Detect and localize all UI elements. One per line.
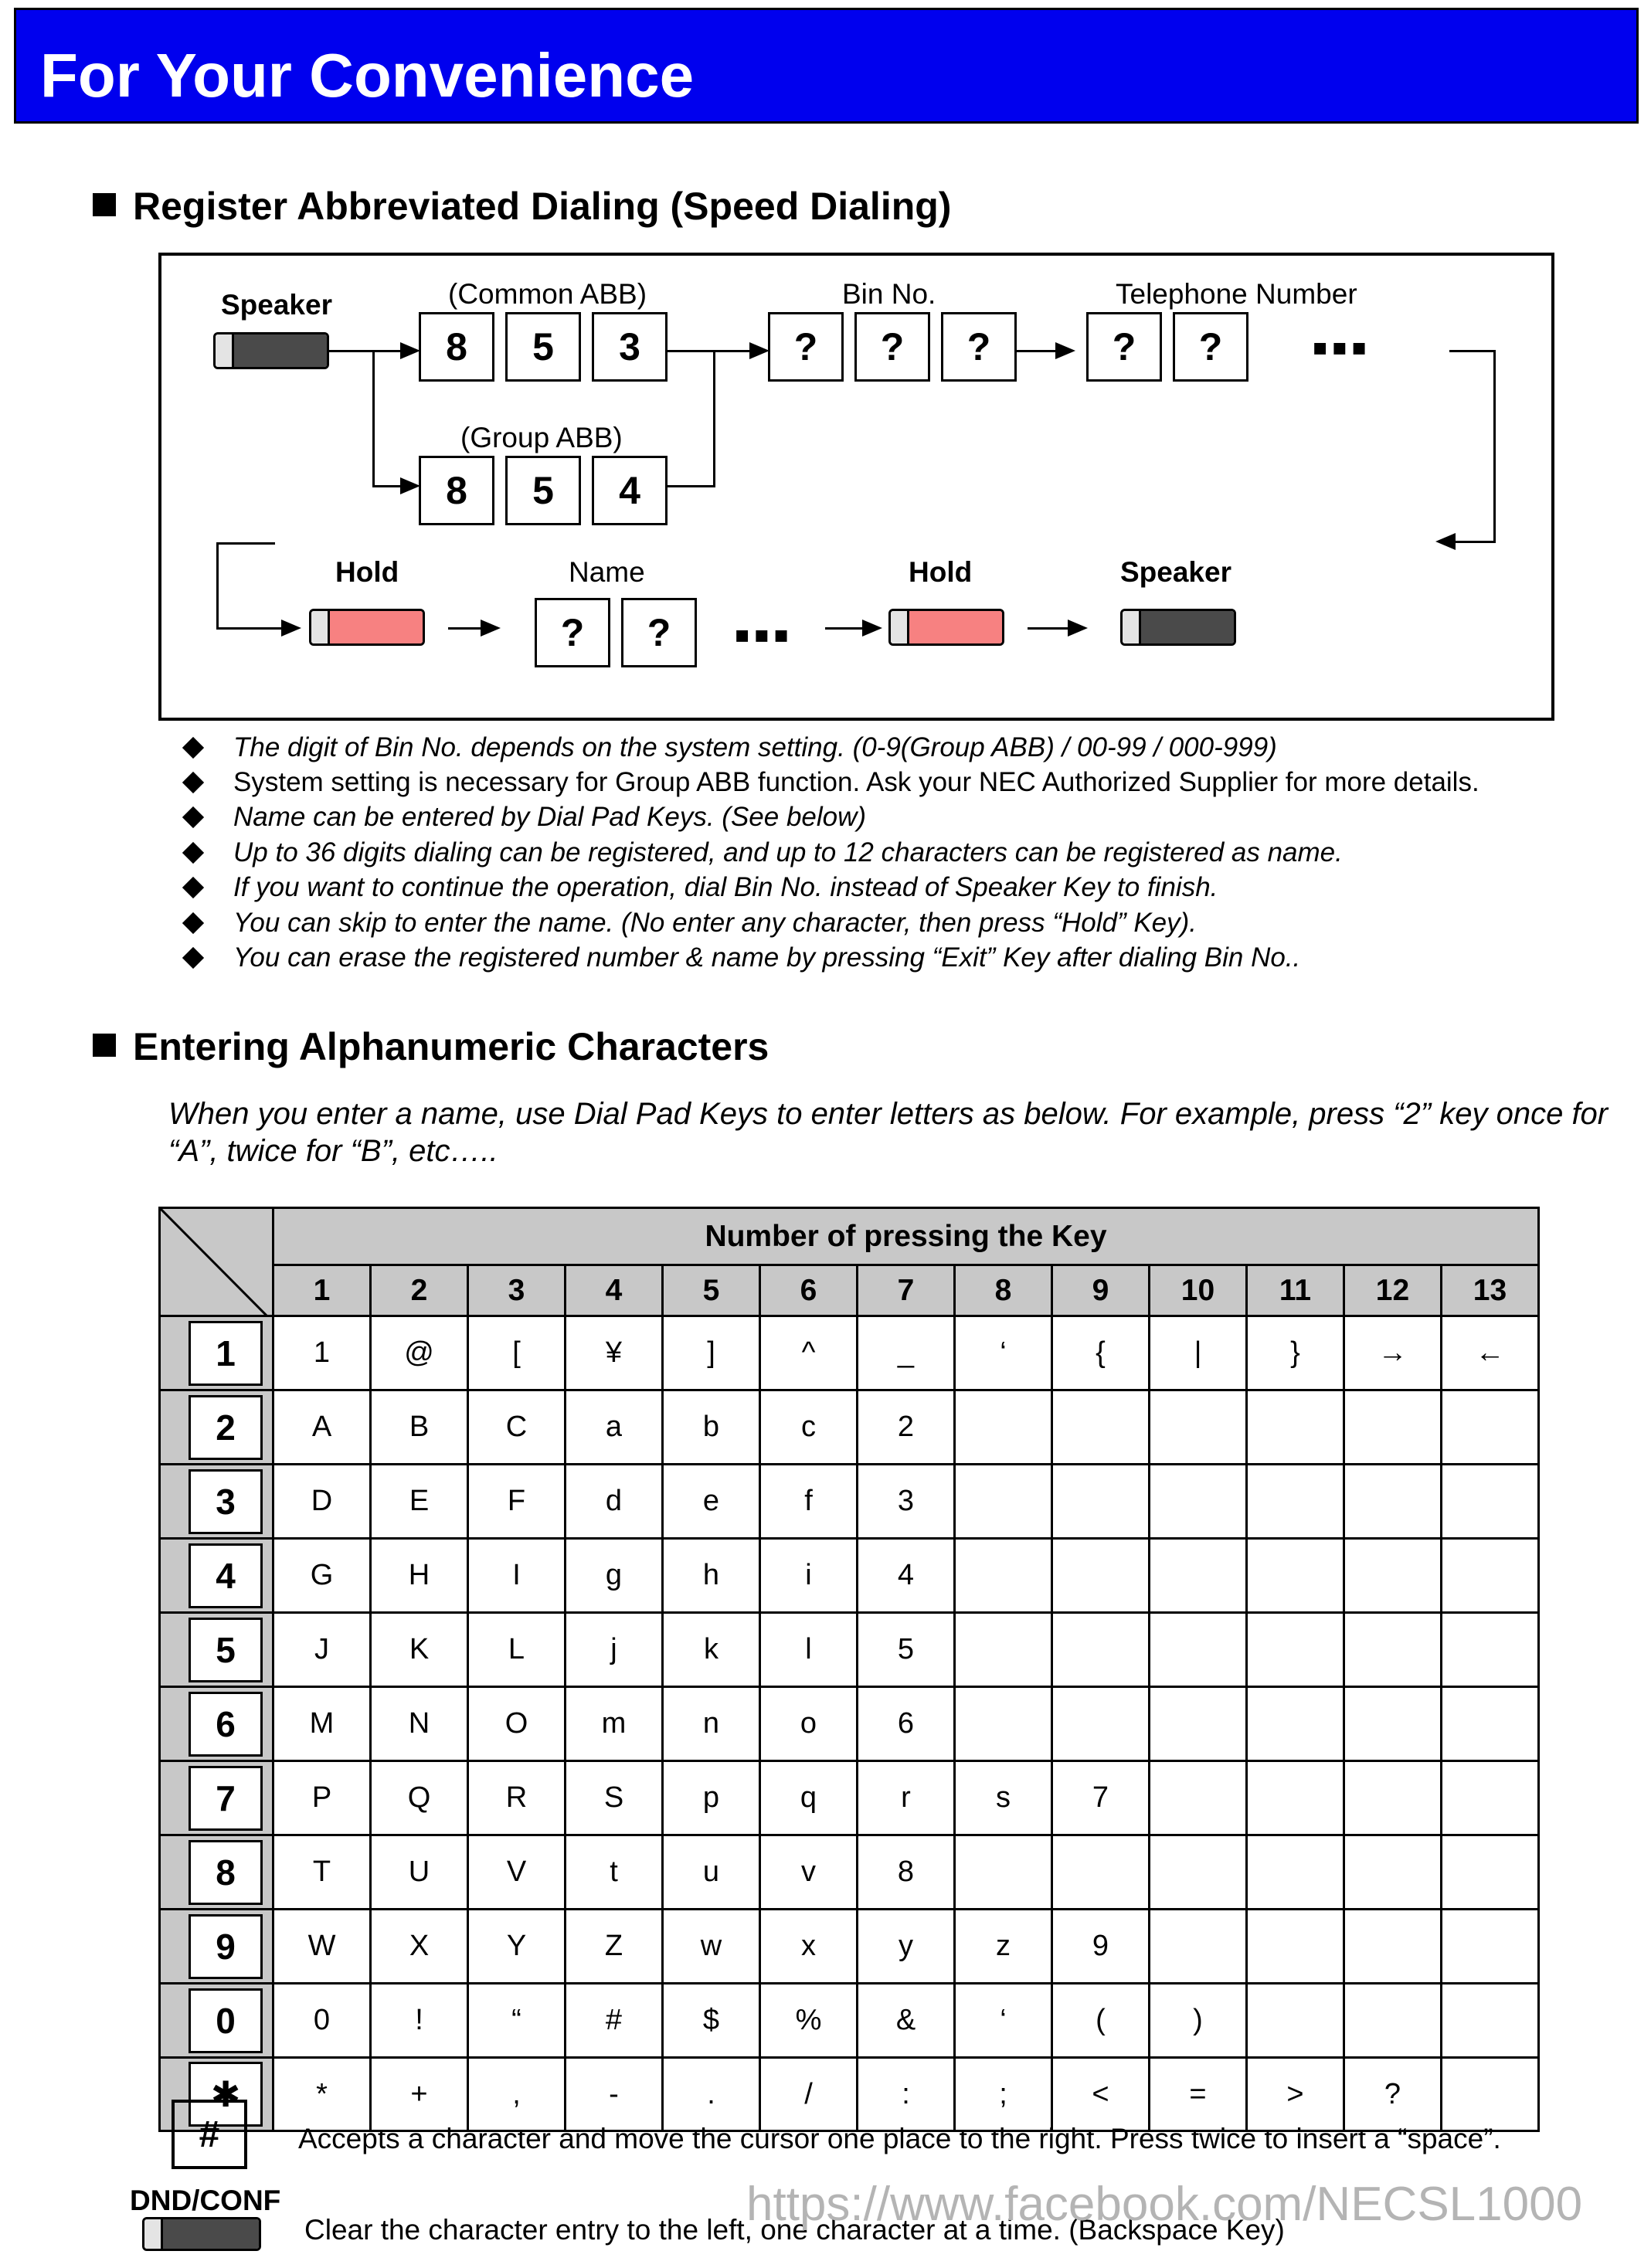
table-cell xyxy=(1052,1687,1150,1761)
table-row xyxy=(160,1984,1539,2058)
table-cell xyxy=(1344,1910,1442,1984)
table-row xyxy=(160,1761,1539,1835)
name-label: Name xyxy=(569,556,645,588)
row-key-cell xyxy=(160,1687,273,1761)
table-cell: ← xyxy=(1442,1316,1539,1390)
table-cell: T xyxy=(273,1835,371,1910)
ellipsis-icon: ▪▪▪ xyxy=(734,609,793,660)
group-abb-digit: 4 xyxy=(592,456,668,525)
intro-text: When you enter a name, use Dial Pad Keys to enter letters as below. For example, press “2” key once for “A”, twice for “B”, etc….. xyxy=(168,1097,1609,1168)
diamond-bullet-icon xyxy=(182,947,204,969)
arrow-right-icon xyxy=(481,620,501,637)
table-corner xyxy=(160,1208,273,1316)
table-cell xyxy=(1247,1761,1344,1835)
diamond-bullet-icon xyxy=(182,772,204,793)
table-cell: 9 xyxy=(1052,1910,1150,1984)
note-item: You can skip to enter the name. (No enter any character, then press “Hold” Key). xyxy=(185,908,1197,939)
hash-key-icon: # xyxy=(172,2100,247,2169)
row-key-cell xyxy=(160,1539,273,1613)
table-cell: # xyxy=(566,1984,663,2058)
bin-no-label: Bin No. xyxy=(842,278,936,310)
column-header: 1 xyxy=(273,1265,371,1316)
diamond-bullet-icon xyxy=(182,737,204,759)
table-cell: L xyxy=(468,1613,566,1687)
table-cell: “ xyxy=(468,1984,566,2058)
note-item: If you want to continue the operation, dial Bin No. instead of Speaker Key to finish. xyxy=(185,872,1218,903)
table-cell xyxy=(955,1613,1052,1687)
table-cell xyxy=(1442,1910,1539,1984)
table-cell: u xyxy=(663,1835,760,1910)
table-cell: 7 xyxy=(1052,1761,1150,1835)
table-cell: 5 xyxy=(858,1613,955,1687)
table-cell: X xyxy=(371,1910,468,1984)
note-item: System setting is necessary for Group ABB function. Ask your NEC Authorized Supplier for more details. xyxy=(185,767,1479,798)
square-bullet-icon xyxy=(93,193,116,216)
table-cell xyxy=(1442,2058,1539,2131)
column-header: 11 xyxy=(1247,1265,1344,1316)
table-cell: ‘ xyxy=(955,1316,1052,1390)
table-cell: = xyxy=(1150,2058,1247,2131)
table-cell: ¥ xyxy=(566,1316,663,1390)
table-cell xyxy=(1344,1539,1442,1613)
table-cell: w xyxy=(663,1910,760,1984)
table-cell xyxy=(955,1835,1052,1910)
watermark: https://www.facebook.com/NECSL1000 xyxy=(746,2178,1583,2231)
table-cell: l xyxy=(760,1613,858,1687)
table-cell: c xyxy=(760,1390,858,1465)
table-cell xyxy=(1150,1539,1247,1613)
dnd-conf-label: DND/CONF xyxy=(130,2185,281,2216)
table-cell xyxy=(1442,1613,1539,1687)
dial-key-icon: 7 xyxy=(189,1766,263,1831)
connector-line xyxy=(668,485,715,487)
table-cell: P xyxy=(273,1761,371,1835)
table-cell: $ xyxy=(663,1984,760,2058)
table-cell: % xyxy=(760,1984,858,2058)
table-cell: 2 xyxy=(858,1390,955,1465)
table-row xyxy=(160,1835,1539,1910)
table-cell: ‘ xyxy=(955,1984,1052,2058)
dial-key-icon: 2 xyxy=(189,1395,263,1460)
dial-key-icon: 8 xyxy=(189,1840,263,1905)
table-cell: V xyxy=(468,1835,566,1910)
table-cell: Q xyxy=(371,1761,468,1835)
table-cell: k xyxy=(663,1613,760,1687)
connector-line xyxy=(448,627,484,630)
table-cell: D xyxy=(273,1465,371,1539)
table-cell: p xyxy=(663,1761,760,1835)
table-cell: R xyxy=(468,1761,566,1835)
arrow-right-icon xyxy=(749,342,769,359)
column-header: 6 xyxy=(760,1265,858,1316)
table-cell xyxy=(1442,1984,1539,2058)
connector-line xyxy=(1452,541,1496,543)
table-cell: W xyxy=(273,1910,371,1984)
ellipsis-icon: ▪▪▪ xyxy=(1312,321,1371,373)
table-cell: o xyxy=(760,1687,858,1761)
table-cell: | xyxy=(1150,1316,1247,1390)
connector-line xyxy=(216,542,275,545)
table-cell: v xyxy=(760,1835,858,1910)
page-title: For Your Convenience xyxy=(40,41,695,110)
table-row xyxy=(160,2058,1539,2131)
table-cell: s xyxy=(955,1761,1052,1835)
table-cell: i xyxy=(760,1539,858,1613)
table-cell xyxy=(1052,1835,1150,1910)
telephone-digit: ? xyxy=(1086,312,1162,382)
table-cell xyxy=(1150,1835,1247,1910)
table-cell xyxy=(1344,1465,1442,1539)
speaker-key-icon xyxy=(213,332,329,369)
name-digit: ? xyxy=(621,598,697,667)
table-cell: ^ xyxy=(760,1316,858,1390)
table-cell xyxy=(955,1687,1052,1761)
dial-key-icon: 6 xyxy=(189,1692,263,1757)
table-cell xyxy=(1247,1465,1344,1539)
connector-line xyxy=(216,542,219,630)
table-row xyxy=(160,1539,1539,1613)
connector-line xyxy=(668,350,752,352)
table-cell: a xyxy=(566,1390,663,1465)
section-title: Entering Alphanumeric Characters xyxy=(133,1025,769,1068)
hold-key-icon xyxy=(888,609,1004,646)
table-cell: E xyxy=(371,1465,468,1539)
diamond-bullet-icon xyxy=(182,877,204,898)
connector-line xyxy=(216,627,284,630)
table-row xyxy=(160,1465,1539,1539)
row-key-cell xyxy=(160,1835,273,1910)
table-cell: t xyxy=(566,1835,663,1910)
telephone-digit: ? xyxy=(1173,312,1248,382)
table-cell: _ xyxy=(858,1316,955,1390)
table-cell: m xyxy=(566,1687,663,1761)
table-cell: q xyxy=(760,1761,858,1835)
table-cell xyxy=(1150,1910,1247,1984)
connector-line xyxy=(329,350,403,352)
table-cell: I xyxy=(468,1539,566,1613)
table-cell xyxy=(1052,1539,1150,1613)
diagonal-line-icon xyxy=(161,1209,268,1317)
group-abb-digit: 8 xyxy=(419,456,494,525)
table-cell: ; xyxy=(955,2058,1052,2131)
table-cell xyxy=(1247,1390,1344,1465)
table-cell xyxy=(1247,1539,1344,1613)
table-cell: : xyxy=(858,2058,955,2131)
connector-line xyxy=(372,350,375,487)
common-abb-digit: 3 xyxy=(592,312,668,382)
table-cell xyxy=(1344,1613,1442,1687)
table-cell: G xyxy=(273,1539,371,1613)
table-cell: j xyxy=(566,1613,663,1687)
table-header: Number of pressing the Key xyxy=(273,1208,1539,1265)
column-header: 7 xyxy=(858,1265,955,1316)
table-cell xyxy=(955,1465,1052,1539)
table-cell xyxy=(1150,1465,1247,1539)
table-cell: & xyxy=(858,1984,955,2058)
dial-key-icon: 3 xyxy=(189,1469,263,1534)
table-cell: * xyxy=(273,2058,371,2131)
table-cell xyxy=(1442,1761,1539,1835)
dial-key-icon: 9 xyxy=(189,1914,263,1979)
table-cell xyxy=(955,1390,1052,1465)
arrow-right-icon xyxy=(400,477,420,494)
character-table xyxy=(158,1207,1540,2132)
table-cell: Z xyxy=(566,1910,663,1984)
diamond-bullet-icon xyxy=(182,842,204,864)
arrow-right-icon xyxy=(862,620,882,637)
column-header: 10 xyxy=(1150,1265,1247,1316)
table-cell: g xyxy=(566,1539,663,1613)
connector-line xyxy=(1493,350,1496,543)
table-cell: r xyxy=(858,1761,955,1835)
table-cell xyxy=(1052,1613,1150,1687)
dnd-note: Clear the character entry to the left, one character at a time. (Backspace Key) xyxy=(304,2214,1285,2246)
arrow-right-icon xyxy=(281,620,301,637)
square-bullet-icon xyxy=(93,1034,116,1057)
table-cell: S xyxy=(566,1761,663,1835)
hold-key-icon xyxy=(309,609,425,646)
table-row xyxy=(160,1687,1539,1761)
table-cell: ( xyxy=(1052,1984,1150,2058)
table-cell: 6 xyxy=(858,1687,955,1761)
row-key-cell xyxy=(160,1613,273,1687)
hold-label: Hold xyxy=(909,556,973,588)
table-cell: 0 xyxy=(273,1984,371,2058)
table-cell xyxy=(1344,1835,1442,1910)
speaker-label: Speaker xyxy=(221,289,332,321)
table-cell xyxy=(1344,1390,1442,1465)
arrow-left-icon xyxy=(1435,533,1456,550)
speaker-key-icon xyxy=(1120,609,1236,646)
table-cell xyxy=(1247,1835,1344,1910)
table-cell: K xyxy=(371,1613,468,1687)
arrow-right-icon xyxy=(400,342,420,359)
table-cell xyxy=(1442,1539,1539,1613)
dial-key-icon: 1 xyxy=(189,1321,263,1386)
table-cell: → xyxy=(1344,1316,1442,1390)
section-heading-speed-dialing xyxy=(93,184,951,229)
table-cell xyxy=(1150,1687,1247,1761)
table-cell xyxy=(1150,1613,1247,1687)
note-item: Name can be entered by Dial Pad Keys. (See below) xyxy=(185,802,866,833)
row-key-cell xyxy=(160,1465,273,1539)
table-cell xyxy=(1442,1835,1539,1910)
column-header: 3 xyxy=(468,1265,566,1316)
table-cell xyxy=(955,1539,1052,1613)
column-header: 12 xyxy=(1344,1265,1442,1316)
section-title: Register Abbreviated Dialing (Speed Dialing) xyxy=(133,185,952,228)
table-cell xyxy=(1442,1390,1539,1465)
table-cell: ! xyxy=(371,1984,468,2058)
table-cell xyxy=(1344,1687,1442,1761)
table-cell xyxy=(1247,1984,1344,2058)
table-cell: [ xyxy=(468,1316,566,1390)
arrow-right-icon xyxy=(1055,342,1075,359)
group-abb-digit: 5 xyxy=(505,456,581,525)
dial-key-icon: ✱ xyxy=(189,2062,263,2127)
table-cell xyxy=(1247,1687,1344,1761)
row-key-cell xyxy=(160,1316,273,1390)
common-abb-digit: 5 xyxy=(505,312,581,382)
table-cell xyxy=(1150,1390,1247,1465)
table-cell: z xyxy=(955,1910,1052,1984)
diamond-bullet-icon xyxy=(182,806,204,828)
hash-note: Accepts a character and move the cursor one place to the right. Press twice to insert a “space”. xyxy=(298,2123,1501,2154)
table-cell: 4 xyxy=(858,1539,955,1613)
diamond-bullet-icon xyxy=(182,912,204,934)
bin-no-digit: ? xyxy=(854,312,930,382)
table-cell: H xyxy=(371,1539,468,1613)
table-cell: M xyxy=(273,1687,371,1761)
column-header: 5 xyxy=(663,1265,760,1316)
table-cell: F xyxy=(468,1465,566,1539)
table-cell: n xyxy=(663,1687,760,1761)
table-cell: < xyxy=(1052,2058,1150,2131)
table-cell: . xyxy=(663,2058,760,2131)
table-cell: / xyxy=(760,2058,858,2131)
table-cell: 8 xyxy=(858,1835,955,1910)
table-cell: A xyxy=(273,1390,371,1465)
table-cell: ) xyxy=(1150,1984,1247,2058)
dial-key-icon: 0 xyxy=(189,1988,263,2053)
note-item: You can erase the registered number & name by pressing “Exit” Key after dialing Bin No.. xyxy=(185,942,1300,973)
table-cell xyxy=(1344,1761,1442,1835)
table-row xyxy=(160,1390,1539,1465)
table-cell: ? xyxy=(1344,2058,1442,2131)
connector-line xyxy=(1028,627,1071,630)
connector-line xyxy=(1017,350,1058,352)
table-cell xyxy=(1052,1465,1150,1539)
bin-no-digit: ? xyxy=(941,312,1017,382)
connector-line xyxy=(1449,350,1496,352)
row-key-cell xyxy=(160,1984,273,2058)
row-key-cell xyxy=(160,1761,273,1835)
table-cell xyxy=(1344,1984,1442,2058)
table-cell: 3 xyxy=(858,1465,955,1539)
table-cell: Y xyxy=(468,1910,566,1984)
table-cell: e xyxy=(663,1465,760,1539)
group-abb-label: (Group ABB) xyxy=(460,422,623,453)
column-header: 8 xyxy=(955,1265,1052,1316)
dial-key-icon: 4 xyxy=(189,1543,263,1608)
note-item: Up to 36 digits dialing can be registered, and up to 12 characters can be registered as name. xyxy=(185,837,1343,868)
section-heading-alphanumeric xyxy=(93,1024,769,1069)
column-header: 9 xyxy=(1052,1265,1150,1316)
table-row xyxy=(160,1613,1539,1687)
table-cell: h xyxy=(663,1539,760,1613)
table-cell: } xyxy=(1247,1316,1344,1390)
arrow-right-icon xyxy=(1068,620,1088,637)
table-cell: b xyxy=(663,1390,760,1465)
table-cell: B xyxy=(371,1390,468,1465)
table-cell: { xyxy=(1052,1316,1150,1390)
table-cell: f xyxy=(760,1465,858,1539)
connector-line xyxy=(713,350,715,487)
bin-no-digit: ? xyxy=(768,312,844,382)
table-cell: ] xyxy=(663,1316,760,1390)
column-header: 13 xyxy=(1442,1265,1539,1316)
table-cell: U xyxy=(371,1835,468,1910)
table-cell xyxy=(1247,1910,1344,1984)
connector-line xyxy=(825,627,865,630)
table-cell: @ xyxy=(371,1316,468,1390)
table-cell: 1 xyxy=(273,1316,371,1390)
table-cell: > xyxy=(1247,2058,1344,2131)
row-key-cell xyxy=(160,1910,273,1984)
dnd-conf-key-icon xyxy=(142,2217,261,2251)
table-cell: N xyxy=(371,1687,468,1761)
table-cell: J xyxy=(273,1613,371,1687)
row-key-cell xyxy=(160,1390,273,1465)
connector-line xyxy=(372,485,403,487)
table-row xyxy=(160,1316,1539,1390)
hold-label: Hold xyxy=(335,556,399,588)
table-cell xyxy=(1442,1687,1539,1761)
speaker-label: Speaker xyxy=(1120,556,1231,588)
telephone-number-label: Telephone Number xyxy=(1116,278,1357,310)
common-abb-digit: 8 xyxy=(419,312,494,382)
dial-key-icon: 5 xyxy=(189,1618,263,1682)
table-cell xyxy=(1052,1390,1150,1465)
table-cell: C xyxy=(468,1390,566,1465)
table-cell: x xyxy=(760,1910,858,1984)
name-digit: ? xyxy=(535,598,610,667)
table-cell xyxy=(1247,1613,1344,1687)
table-cell: y xyxy=(858,1910,955,1984)
table-cell: - xyxy=(566,2058,663,2131)
table-cell: d xyxy=(566,1465,663,1539)
column-header: 2 xyxy=(371,1265,468,1316)
table-cell: O xyxy=(468,1687,566,1761)
common-abb-label: (Common ABB) xyxy=(448,278,647,310)
column-header: 4 xyxy=(566,1265,663,1316)
table-row xyxy=(160,1910,1539,1984)
table-cell: + xyxy=(371,2058,468,2131)
table-cell: , xyxy=(468,2058,566,2131)
table-cell xyxy=(1442,1465,1539,1539)
note-item: The digit of Bin No. depends on the system setting. (0-9(Group ABB) / 00-99 / 000-999) xyxy=(185,732,1277,763)
table-cell xyxy=(1150,1761,1247,1835)
